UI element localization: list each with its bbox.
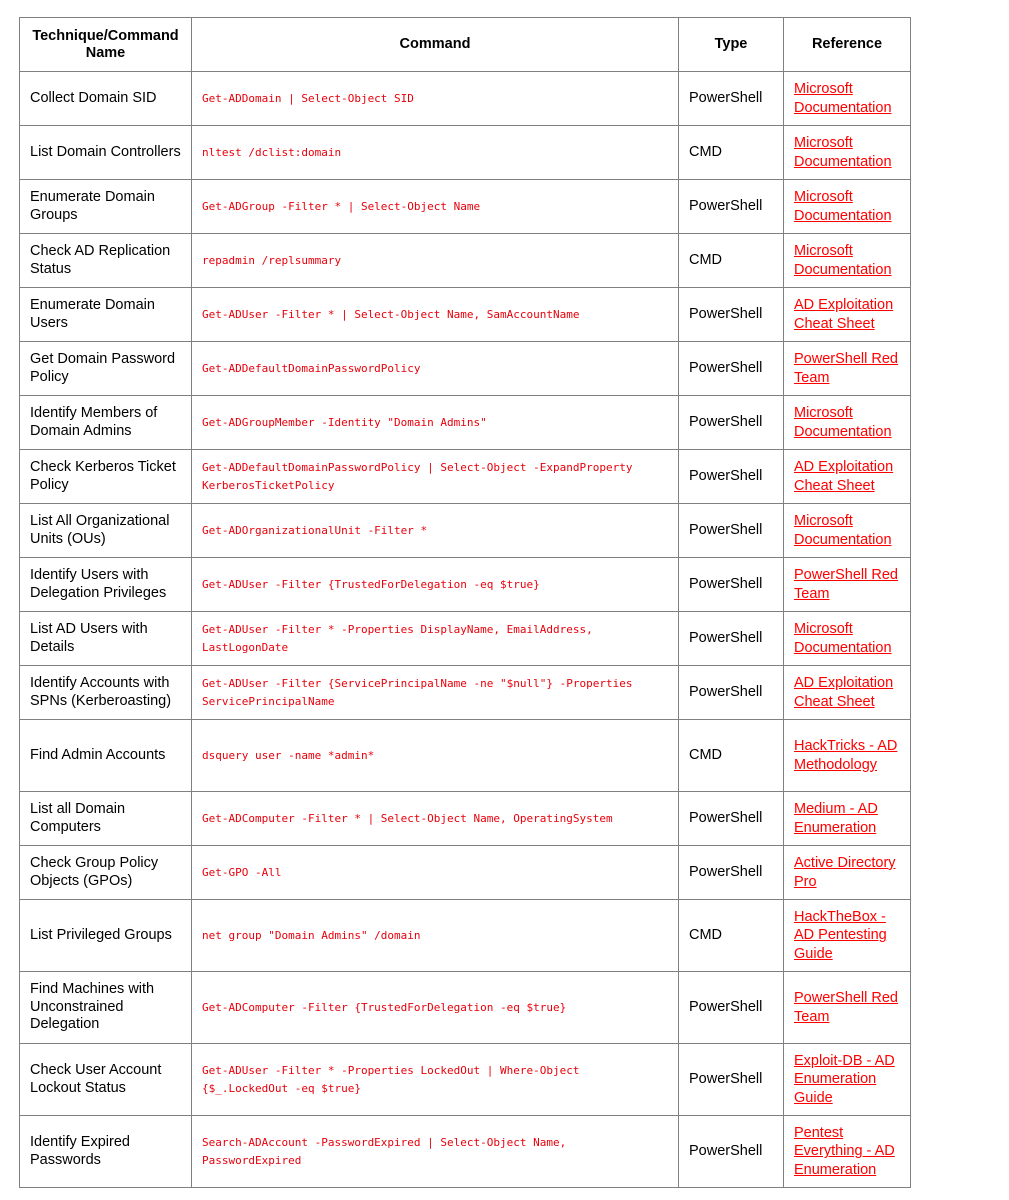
reference-cell — [784, 558, 911, 612]
type-cell: PowerShell — [679, 612, 784, 666]
reference-link[interactable]: Microsoft Documentation — [794, 243, 892, 278]
table-row — [20, 450, 911, 504]
reference-cell — [784, 666, 911, 720]
table-header-row — [20, 18, 911, 72]
command-cell: repadmin /replsummary — [192, 234, 679, 288]
reference-link[interactable]: Microsoft Documentation — [794, 621, 892, 656]
technique-cell: Enumerate Domain Users — [20, 288, 192, 342]
table-row — [20, 126, 911, 180]
reference-link[interactable]: Medium - AD Enumeration — [794, 801, 878, 836]
technique-cell: Check Kerberos Ticket Policy — [20, 450, 192, 504]
command-cell: Get-ADComputer -Filter * | Select-Object Name, OperatingSystem — [192, 792, 679, 846]
reference-link[interactable]: Microsoft Documentation — [794, 513, 892, 548]
type-cell: PowerShell — [679, 504, 784, 558]
table-row — [20, 792, 911, 846]
technique-cell: List AD Users with Details — [20, 612, 192, 666]
type-cell: CMD — [679, 720, 784, 792]
type-cell: PowerShell — [679, 558, 784, 612]
command-cell: net group "Domain Admins" /domain — [192, 900, 679, 972]
reference-cell — [784, 396, 911, 450]
table-row — [20, 612, 911, 666]
reference-cell — [784, 234, 911, 288]
table-row — [20, 288, 911, 342]
reference-cell — [784, 612, 911, 666]
reference-link[interactable]: PowerShell Red Team — [794, 990, 898, 1025]
header-command: Command — [192, 18, 679, 72]
command-cell: Get-ADOrganizationalUnit -Filter * — [192, 504, 679, 558]
technique-cell: Identify Expired Passwords — [20, 1116, 192, 1188]
table-row — [20, 720, 911, 792]
table-row — [20, 504, 911, 558]
header-technique: Technique/Command Name — [20, 18, 192, 72]
technique-cell: Identify Users with Delegation Privileges — [20, 558, 192, 612]
table-row — [20, 1044, 911, 1116]
technique-cell: Find Machines with Unconstrained Delegation — [20, 972, 192, 1044]
reference-cell — [784, 72, 911, 126]
reference-cell — [784, 1116, 911, 1188]
reference-link[interactable]: HackTheBox - AD Pentesting Guide — [794, 908, 887, 962]
command-cell: Get-ADDefaultDomainPasswordPolicy — [192, 342, 679, 396]
reference-link[interactable]: AD Exploitation Cheat Sheet — [794, 459, 894, 494]
commands-table — [19, 17, 911, 1188]
type-cell: PowerShell — [679, 396, 784, 450]
type-cell: PowerShell — [679, 288, 784, 342]
technique-cell: Check Group Policy Objects (GPOs) — [20, 846, 192, 900]
table-row — [20, 900, 911, 972]
command-cell: Get-ADGroup -Filter * | Select-Object Name — [192, 180, 679, 234]
reference-link[interactable]: Microsoft Documentation — [794, 81, 892, 116]
command-cell: Search-ADAccount -PasswordExpired | Select-Object Name, PasswordExpired — [192, 1116, 679, 1188]
technique-cell: List All Organizational Units (OUs) — [20, 504, 192, 558]
command-cell: Get-GPO -All — [192, 846, 679, 900]
type-cell: CMD — [679, 126, 784, 180]
type-cell: PowerShell — [679, 1044, 784, 1116]
type-cell: PowerShell — [679, 1116, 784, 1188]
header-reference: Reference — [784, 18, 911, 72]
header-type: Type — [679, 18, 784, 72]
table-row — [20, 666, 911, 720]
reference-link[interactable]: Exploit-DB - AD Enumeration Guide — [794, 1052, 895, 1106]
table-row — [20, 396, 911, 450]
command-cell: Get-ADDefaultDomainPasswordPolicy | Select-Object -ExpandProperty KerberosTicketPolicy — [192, 450, 679, 504]
reference-cell — [784, 504, 911, 558]
reference-cell — [784, 288, 911, 342]
technique-cell: Collect Domain SID — [20, 72, 192, 126]
reference-link[interactable]: AD Exploitation Cheat Sheet — [794, 675, 894, 710]
table-row — [20, 1116, 911, 1188]
reference-link[interactable]: PowerShell Red Team — [794, 567, 898, 602]
technique-cell: Check AD Replication Status — [20, 234, 192, 288]
reference-link[interactable]: Active Directory Pro — [794, 855, 896, 890]
technique-cell: List all Domain Computers — [20, 792, 192, 846]
technique-cell: Check User Account Lockout Status — [20, 1044, 192, 1116]
type-cell: PowerShell — [679, 972, 784, 1044]
reference-cell — [784, 846, 911, 900]
table-row — [20, 558, 911, 612]
table-row — [20, 342, 911, 396]
table-row — [20, 180, 911, 234]
reference-link[interactable]: HackTricks - AD Methodology — [794, 738, 898, 773]
reference-link[interactable]: Microsoft Documentation — [794, 405, 892, 440]
reference-cell — [784, 900, 911, 972]
technique-cell: Identify Members of Domain Admins — [20, 396, 192, 450]
reference-cell — [784, 972, 911, 1044]
type-cell: PowerShell — [679, 846, 784, 900]
reference-cell — [784, 342, 911, 396]
command-cell: Get-ADUser -Filter {TrustedForDelegation -eq $true} — [192, 558, 679, 612]
type-cell: PowerShell — [679, 666, 784, 720]
type-cell: PowerShell — [679, 342, 784, 396]
table-row — [20, 846, 911, 900]
reference-link[interactable]: PowerShell Red Team — [794, 351, 898, 386]
command-cell: Get-ADGroupMember -Identity "Domain Admins" — [192, 396, 679, 450]
type-cell: PowerShell — [679, 72, 784, 126]
reference-cell — [784, 720, 911, 792]
reference-cell — [784, 450, 911, 504]
reference-link[interactable]: Pentest Everything - AD Enumeration — [794, 1124, 895, 1178]
reference-link[interactable]: AD Exploitation Cheat Sheet — [794, 297, 894, 332]
type-cell: CMD — [679, 900, 784, 972]
reference-cell — [784, 126, 911, 180]
command-cell: Get-ADComputer -Filter {TrustedForDelegation -eq $true} — [192, 972, 679, 1044]
type-cell: CMD — [679, 234, 784, 288]
reference-link[interactable]: Microsoft Documentation — [794, 189, 892, 224]
command-cell: Get-ADUser -Filter * -Properties LockedOut | Where-Object {$_.LockedOut -eq $true} — [192, 1044, 679, 1116]
technique-cell: Identify Accounts with SPNs (Kerberoasting) — [20, 666, 192, 720]
reference-cell — [784, 180, 911, 234]
reference-cell — [784, 792, 911, 846]
type-cell: PowerShell — [679, 180, 784, 234]
technique-cell: Enumerate Domain Groups — [20, 180, 192, 234]
type-cell: PowerShell — [679, 792, 784, 846]
command-cell: Get-ADUser -Filter * -Properties DisplayName, EmailAddress, LastLogonDate — [192, 612, 679, 666]
command-cell: Get-ADDomain | Select-Object SID — [192, 72, 679, 126]
reference-link[interactable]: Microsoft Documentation — [794, 135, 892, 170]
command-cell: dsquery user -name *admin* — [192, 720, 679, 792]
reference-cell — [784, 1044, 911, 1116]
technique-cell: List Privileged Groups — [20, 900, 192, 972]
technique-cell: List Domain Controllers — [20, 126, 192, 180]
technique-cell: Get Domain Password Policy — [20, 342, 192, 396]
table-row — [20, 234, 911, 288]
type-cell: PowerShell — [679, 450, 784, 504]
command-cell: nltest /dclist:domain — [192, 126, 679, 180]
table-row — [20, 972, 911, 1044]
technique-cell: Find Admin Accounts — [20, 720, 192, 792]
table-row — [20, 72, 911, 126]
command-cell: Get-ADUser -Filter * | Select-Object Name, SamAccountName — [192, 288, 679, 342]
command-cell: Get-ADUser -Filter {ServicePrincipalName -ne "$null"} -Properties ServicePrincipalName — [192, 666, 679, 720]
